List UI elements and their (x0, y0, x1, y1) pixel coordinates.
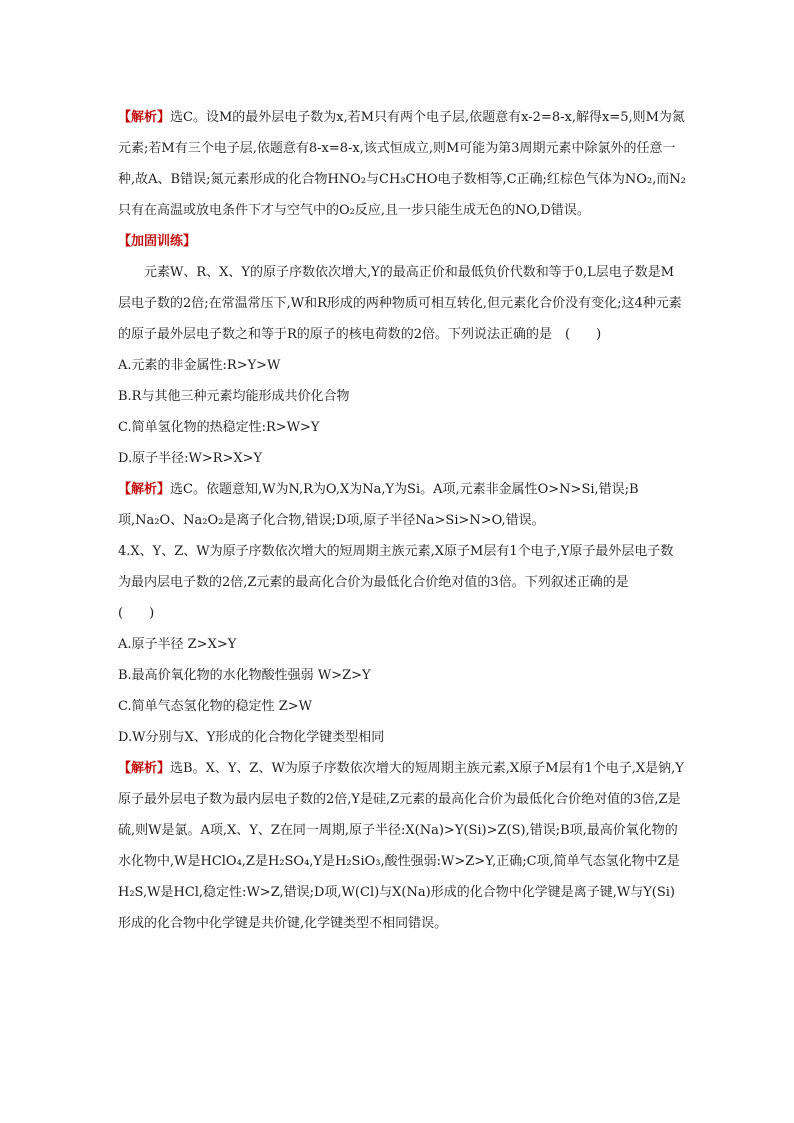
analysis-paragraph-3 (118, 753, 686, 939)
reinforce-option-a: A.元素的非金属性:R>Y>W (118, 358, 281, 373)
document-page (118, 102, 686, 939)
analysis-paragraph-1 (118, 102, 686, 226)
reinforce-option-d: D.原子半径:W>R>X>Y (118, 451, 263, 466)
analysis-tag: 【解析】 (118, 482, 171, 497)
analysis-text: 选B。X、Y、Z、W为原子序数依次增大的短周期主族元素,X原子M层有1个电子,X是钠,Y原子最外层电子数为最内层电子数的2倍,Y是硅,Z元素的最高化合价为最低化合价绝对值的3倍,Z是硫,则W是氯。A项,X、Y、Z在同一周期,原子半径:X(Na)>Y(Si)>Z(S),错误;B项,最高价氧化物的水化物中,W是HClO₄,Z是H₂SO₄,Y是H₂SiO₃,酸性强弱:W>Z>Y,正确;C项,简单气态氢化物中Z是H₂S,W是HCl,稳定性:W>Z,错误;D项,W(Cl)与X(Na)形成的化合物中化学键是离子键,W与Y(Si)形成的化合物中化学键是共价键,化学键类型不相同错误。 (118, 761, 684, 931)
reinforce-option-b: B.R与其他三种元素均能形成共价化合物 (118, 389, 350, 404)
question-4-option-c: C.简单气态氢化物的稳定性 Z>W (118, 699, 313, 714)
analysis-text: 选C。依题意知,W为N,R为O,X为Na,Y为Si。A项,元素非金属性O>N>Si,错误;B项,Na₂O、Na₂O₂是离子化合物,错误;D项,原子半径Na>Si>N>O,错误。 (118, 482, 639, 528)
question-4-option-b: B.最高价氧化物的水化物酸性强弱 W>Z>Y (118, 668, 371, 683)
reinforce-question-stem: 元素W、R、X、Y的原子序数依次增大,Y的最高正价和最低负价代数和等于0,L层电子数是M层电子数的2倍;在常温常压下,W和R形成的两种物质可相互转化,但元素化合价没有变化;这4种元素的原子最外层电子数之和等于R的原子的核电荷数的2倍。下列说法正确的是 ( ) (118, 265, 682, 342)
analysis-tag: 【解析】 (118, 110, 171, 125)
reinforce-tag: 【加固训练】 (118, 234, 197, 249)
reinforce-heading (118, 226, 686, 257)
analysis-tag: 【解析】 (118, 761, 171, 776)
analysis-text: 选C。设M的最外层电子数为x,若M只有两个电子层,依题意有x-2=8-x,解得x=5,则M为氮元素;若M有三个电子层,依题意有8-x=8-x,该式恒成立,则M可能为第3周期元素中除氯外的任意一种,故A、B错误;氮元素形成的化合物HNO₂与CH₃CHO电子数相等,C正确;红棕色气体为NO₂,而N₂只有在高温或放电条件下才与空气中的O₂反应,且一步只能生成无色的NO,D错误。 (118, 110, 686, 218)
question-4-option-d: D.W分别与X、Y形成的化合物化学键类型相同 (118, 730, 385, 745)
analysis-paragraph-2 (118, 474, 686, 536)
reinforce-option-c: C.简单氢化物的热稳定性:R>W>Y (118, 420, 320, 435)
question-4-option-a: A.原子半径 Z>X>Y (118, 637, 237, 652)
question-4-stem: 4.X、Y、Z、W为原子序数依次增大的短周期主族元素,X原子M层有1个电子,Y原子最外层电子数为最内层电子数的2倍,Z元素的最高化合价为最低化合价绝对值的3倍。下列叙述正确的是 ( ) (118, 544, 674, 621)
